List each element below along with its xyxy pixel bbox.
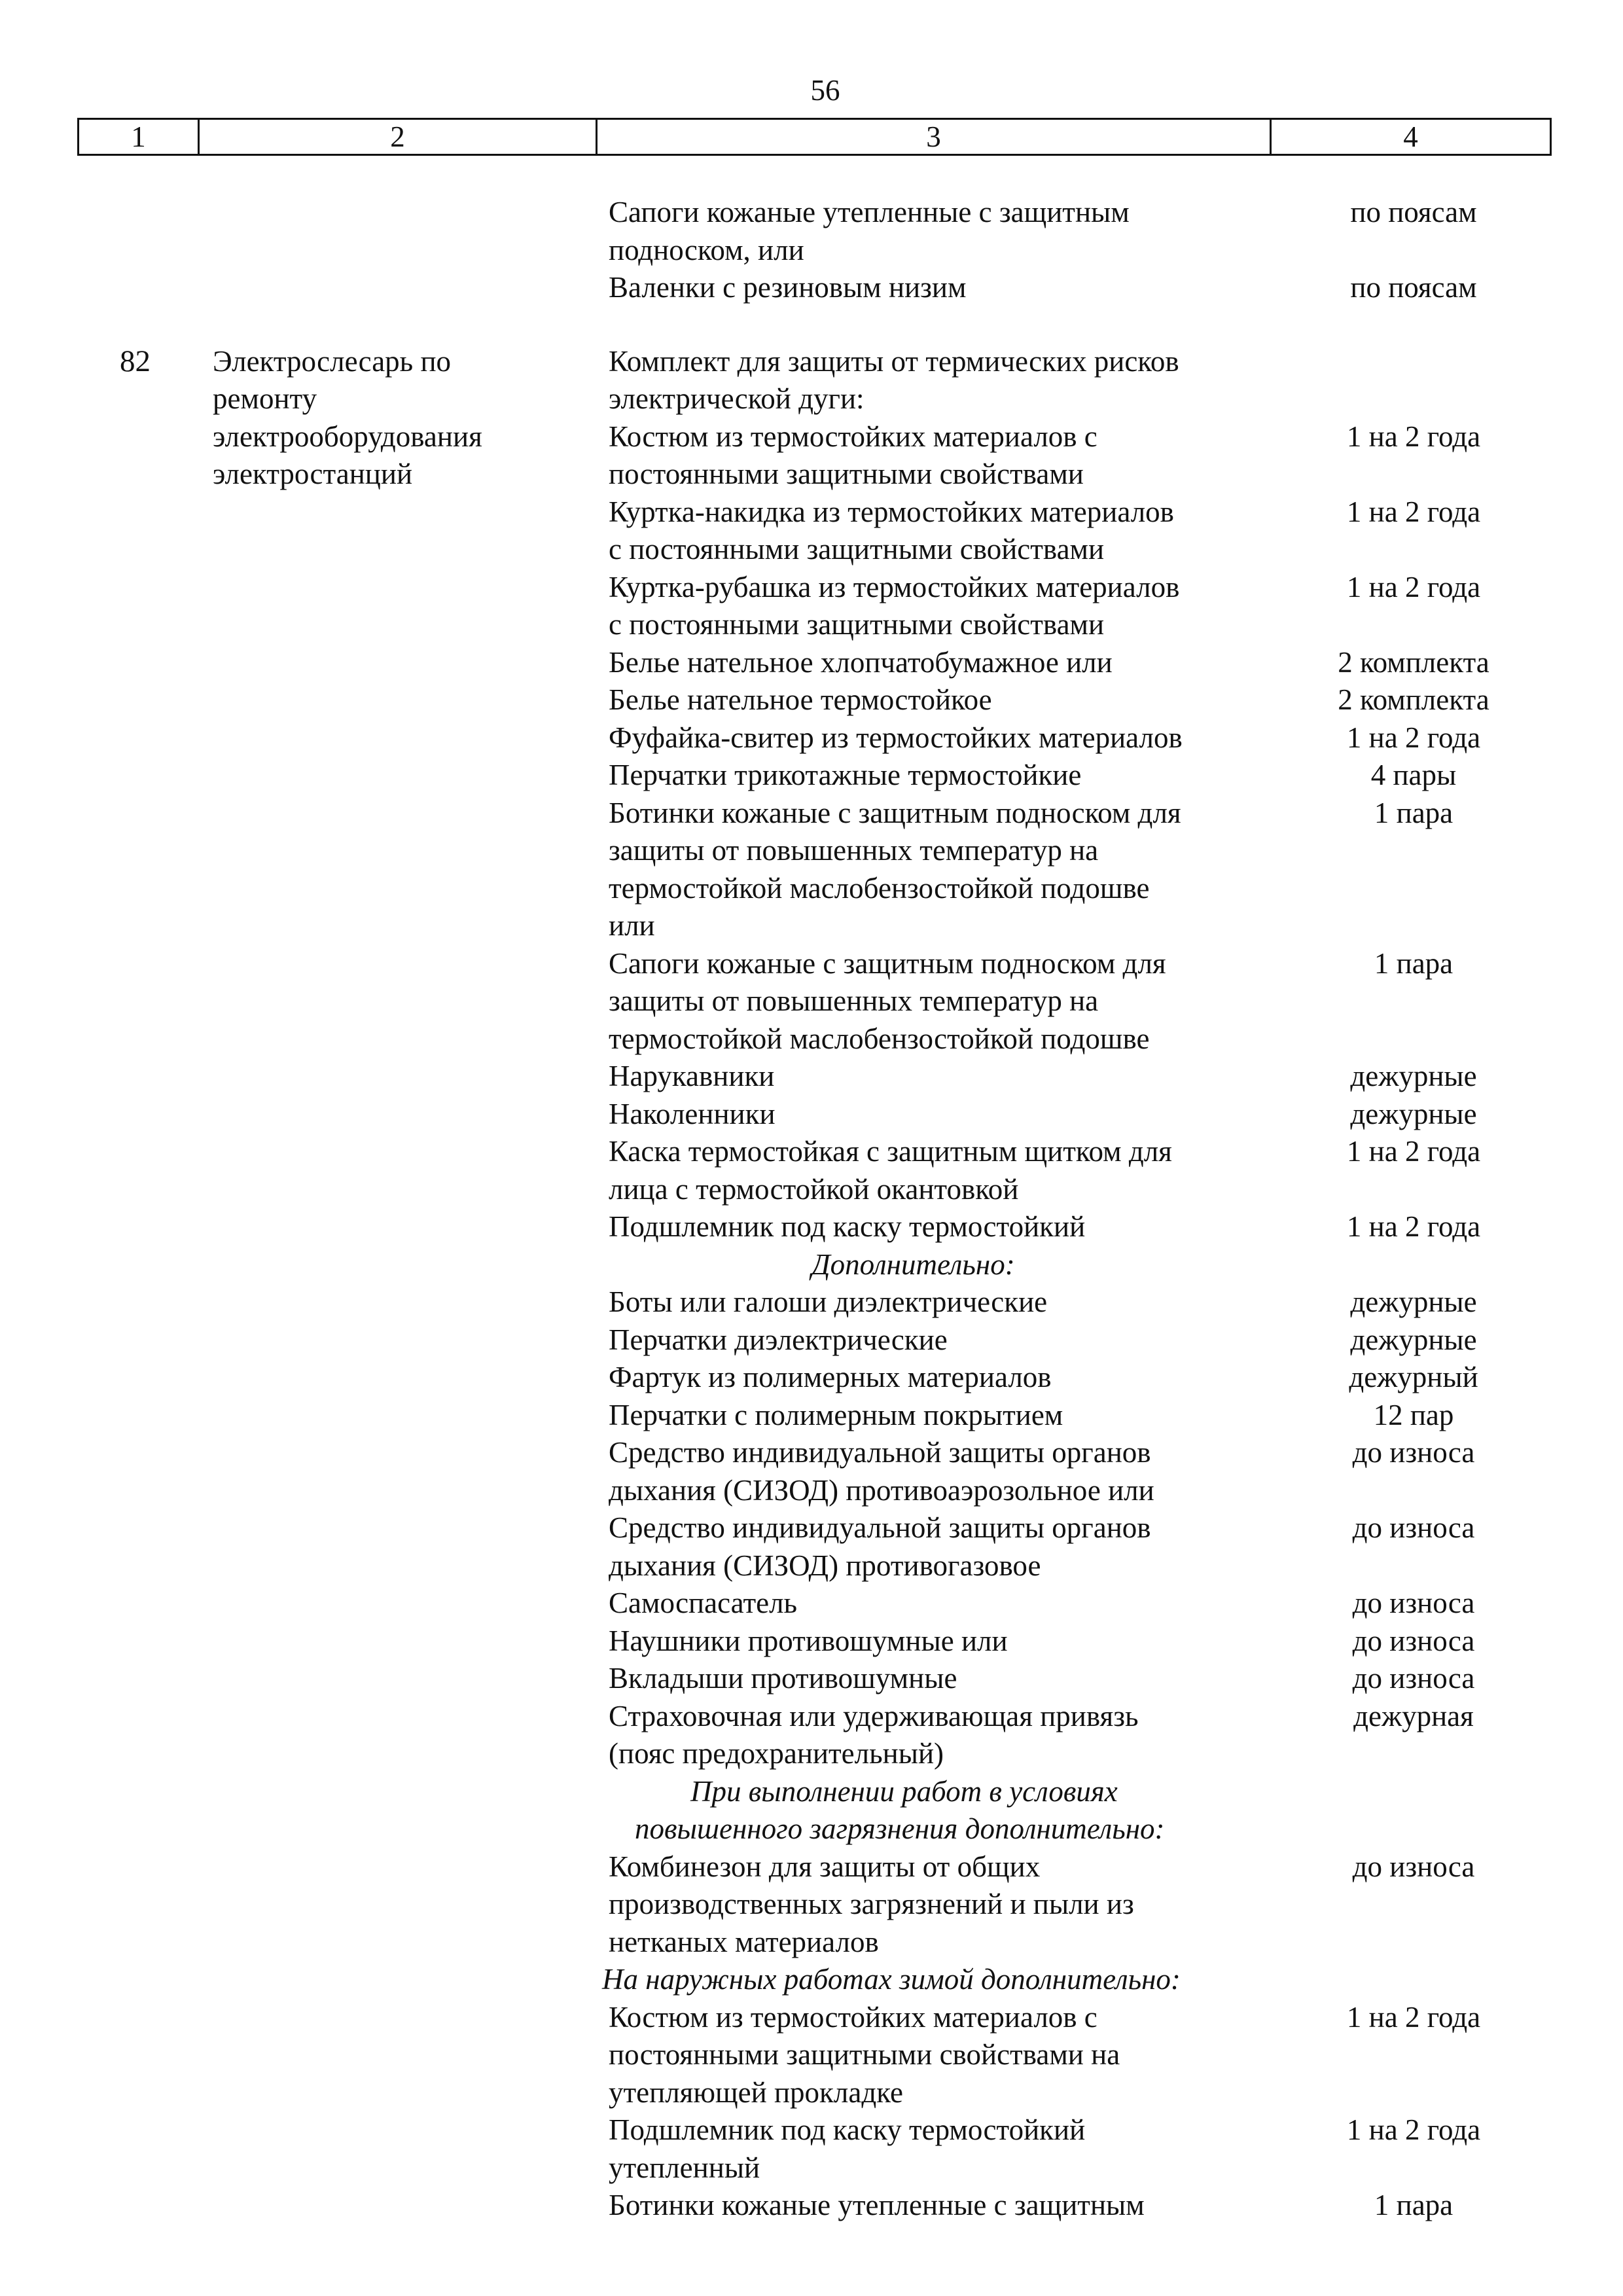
issue-norm: дежурная [1353, 1699, 1474, 1732]
item-line [0, 832, 1623, 870]
item-line [0, 945, 1623, 983]
item-name: постоянными защитными свойствами на [609, 2038, 1120, 2071]
section-title [0, 1773, 1623, 1811]
item-name: лица с термостойкой окантовкой [609, 1172, 1019, 1206]
table-body [0, 194, 1623, 2225]
issue-norm: до износа [1352, 1587, 1475, 1619]
item-name: Куртка-накидка из термостойких материалов [609, 495, 1174, 528]
item-name: защиты от повышенных температур на [609, 984, 1099, 1017]
item-name: Перчатки трикотажные термостойкие [609, 759, 1082, 791]
section-title [0, 1810, 1623, 1848]
item-line [0, 1058, 1623, 1096]
item-name: Каска термостойкая с защитным щитком для [609, 1135, 1172, 1168]
profession-line: электрооборудования [213, 420, 482, 453]
item-name: утепленный [609, 2151, 760, 2184]
profession-line: ремонту [213, 382, 317, 415]
intro-text: электрической дуги: [609, 382, 865, 415]
item-line [0, 1359, 1623, 1397]
issue-norm: до износа [1352, 1662, 1475, 1695]
table-header [77, 118, 1552, 156]
item-line [0, 1283, 1623, 1321]
item-name: нетканых материалов [609, 1925, 879, 1958]
issue-norm: по поясам [1350, 271, 1477, 304]
item-line [0, 719, 1623, 757]
section-title [0, 1246, 1623, 1284]
item-name: термостойкой маслобензостойкой подошве [609, 871, 1150, 905]
issue-norm: до износа [1352, 1850, 1475, 1883]
list-item [0, 2111, 1623, 2187]
item-line [0, 2149, 1623, 2187]
item-line [0, 681, 1623, 719]
list-item [0, 681, 1623, 719]
item-line [0, 2111, 1623, 2149]
item-name: термостойкой маслобензостойкой подошве [609, 1022, 1150, 1055]
section-title-text: повышенного загрязнения дополнительно: [635, 1812, 1165, 1845]
issue-norm: дежурные [1350, 1285, 1477, 1318]
item-name: Фуфайка-свитер из термостойких материалов [609, 721, 1183, 754]
list-item [0, 1058, 1623, 1096]
issue-norm: дежурные [1350, 1097, 1477, 1130]
item-line [0, 1208, 1623, 1246]
item-line [0, 795, 1623, 833]
entry-items [0, 343, 1623, 2225]
section-title [0, 1961, 1623, 1999]
list-item [0, 2187, 1623, 2225]
issue-norm: 12 пар [1373, 1398, 1454, 1431]
item-line [0, 1472, 1623, 1510]
list-item [0, 569, 1623, 644]
item-line [0, 1020, 1623, 1058]
item-name: Сапоги кожаные утепленные с защитным [609, 196, 1130, 228]
issue-norm: 2 комплекта [1338, 683, 1489, 716]
item-line [0, 1999, 1623, 2037]
item-line [0, 907, 1623, 945]
item-line [0, 232, 1623, 270]
issue-norm: дежурные [1350, 1323, 1477, 1356]
issue-norm: 1 пара [1374, 2189, 1454, 2221]
header-column-2: 2 [200, 120, 597, 154]
item-name: Страховочная или удерживающая привязь [609, 1699, 1139, 1732]
item-line [0, 1509, 1623, 1547]
list-item [0, 757, 1623, 795]
item-line [0, 1735, 1623, 1773]
list-item [0, 719, 1623, 757]
list-item [0, 1397, 1623, 1435]
item-name: Нарукавники [609, 1060, 775, 1092]
list-item [0, 1509, 1623, 1585]
item-line [0, 1171, 1623, 1209]
list-item [0, 1585, 1623, 1623]
item-line [0, 1698, 1623, 1736]
item-name: Подшлемник под каску термостойкий [609, 1210, 1086, 1243]
list-item [0, 1321, 1623, 1359]
item-line [0, 2036, 1623, 2074]
item-name: Ботинки кожаные с защитным подноском для [609, 796, 1181, 829]
list-item [0, 1660, 1623, 1698]
item-name: Белье нательное термостойкое [609, 683, 992, 716]
item-name: Сапоги кожаные с защитным подноском для [609, 946, 1166, 980]
issue-norm: дежурный [1349, 1361, 1478, 1393]
item-line [0, 456, 1623, 493]
issue-norm: 1 на 2 года [1346, 570, 1481, 603]
item-name: с постоянными защитными свойствами [609, 608, 1105, 641]
section-title-text: При выполнении работ в условиях [690, 1774, 1118, 1808]
item-name: с постоянными защитными свойствами [609, 533, 1105, 565]
issue-norm: до износа [1352, 1624, 1475, 1657]
intro-line [0, 380, 1623, 418]
item-name: Самоспасатель [609, 1587, 798, 1619]
item-line [0, 1434, 1623, 1472]
item-line [0, 644, 1623, 682]
item-name: Наушники противошумные или [609, 1624, 1008, 1657]
list-item [0, 1999, 1623, 2112]
item-name: Костюм из термостойких материалов с [609, 2000, 1097, 2034]
item-line [0, 870, 1623, 908]
page-number: 56 [810, 74, 840, 107]
list-item [0, 493, 1623, 569]
section-title-text: На наружных работах зимой дополнительно: [602, 1963, 1181, 1996]
issue-norm: 4 пары [1370, 759, 1457, 791]
list-item [0, 1359, 1623, 1397]
entry-row [0, 343, 1623, 2225]
issue-norm: 1 на 2 года [1346, 1210, 1481, 1243]
item-name: Ботинки кожаные утепленные с защитным [609, 2189, 1145, 2221]
profession-line: электростанций [213, 457, 413, 490]
list-item [0, 1848, 1623, 1962]
item-name: дыхания (СИЗОД) противогазовое [609, 1549, 1041, 1582]
issue-norm: 1 на 2 года [1346, 495, 1481, 528]
item-line [0, 757, 1623, 795]
issue-norm: 2 комплекта [1338, 645, 1489, 679]
item-name: Костюм из термостойких материалов с [609, 420, 1097, 453]
item-line [0, 269, 1623, 307]
list-item [0, 1283, 1623, 1321]
item-name: (пояс предохранительный) [609, 1737, 944, 1770]
list-item [0, 269, 1623, 307]
list-item [0, 1623, 1623, 1660]
item-name: Наколенники [609, 1097, 776, 1130]
issue-norm: дежурные [1350, 1060, 1477, 1092]
issue-norm: 1 пара [1374, 796, 1454, 829]
list-item [0, 795, 1623, 945]
issue-norm: по поясам [1350, 196, 1477, 228]
intro-line [0, 343, 1623, 381]
issue-norm: 1 на 2 года [1346, 420, 1481, 453]
profession-line: Электрослесарь по [213, 344, 452, 378]
list-item [0, 418, 1623, 493]
item-line [0, 1547, 1623, 1585]
issue-norm: до износа [1352, 1511, 1475, 1544]
item-name: дыхания (СИЗОД) противоаэрозольное или [609, 1473, 1154, 1507]
item-line [0, 418, 1623, 456]
item-line [0, 1133, 1623, 1171]
item-name: Валенки с резиновым низим [609, 271, 967, 304]
item-line [0, 1096, 1623, 1134]
item-line [0, 531, 1623, 569]
item-name: Белье нательное хлопчатобумажное или [609, 645, 1113, 679]
item-name: защиты от повышенных температур на [609, 834, 1099, 867]
list-item [0, 1133, 1623, 1208]
item-line [0, 1397, 1623, 1435]
item-name: Фартук из полимерных материалов [609, 1361, 1052, 1393]
item-line [0, 1623, 1623, 1660]
item-name: Боты или галоши диэлектрические [609, 1285, 1048, 1318]
item-name: утепляющей прокладке [609, 2075, 903, 2109]
header-column-3: 3 [597, 120, 1272, 154]
item-name: постоянными защитными свойствами [609, 457, 1084, 490]
entry-number: 82 [120, 344, 151, 378]
list-item [0, 1698, 1623, 1773]
item-line [0, 569, 1623, 607]
item-line [0, 493, 1623, 531]
intro-text: Комплект для защиты от термических рисков [609, 344, 1179, 378]
issue-norm: 1 на 2 года [1346, 1135, 1481, 1168]
list-item [0, 945, 1623, 1058]
item-name: Средство индивидуальной защиты органов [609, 1511, 1151, 1544]
header-column-4: 4 [1403, 120, 1418, 153]
item-line [0, 1924, 1623, 1962]
list-item [0, 1096, 1623, 1134]
item-name: Вкладыши противошумные [609, 1662, 957, 1695]
item-name: или [609, 909, 655, 942]
section-title-text: Дополнительно: [812, 1247, 1015, 1281]
issue-norm: 1 пара [1374, 946, 1454, 980]
item-line [0, 1886, 1623, 1924]
item-name: производственных загрязнений и пыли из [609, 1888, 1134, 1920]
issue-norm: 1 на 2 года [1346, 2000, 1481, 2034]
issue-norm: до износа [1352, 1436, 1475, 1469]
item-name: Комбинезон для защиты от общих [609, 1850, 1041, 1883]
row-gap [0, 307, 1623, 343]
item-line [0, 1585, 1623, 1623]
item-name: Средство индивидуальной защиты органов [609, 1436, 1151, 1469]
item-name: Перчатки диэлектрические [609, 1323, 948, 1356]
item-name: Куртка-рубашка из термостойких материалов [609, 570, 1180, 603]
item-name: подноском, или [609, 233, 804, 266]
item-line [0, 1660, 1623, 1698]
item-line [0, 606, 1623, 644]
item-line [0, 1848, 1623, 1886]
item-line [0, 194, 1623, 232]
list-item [0, 644, 1623, 682]
item-name: Подшлемник под каску термостойкий [609, 2113, 1086, 2146]
item-name: Перчатки с полимерным покрытием [609, 1398, 1063, 1431]
item-line [0, 1321, 1623, 1359]
issue-norm: 1 на 2 года [1346, 721, 1481, 754]
header-column-1: 1 [79, 120, 200, 154]
item-line [0, 2187, 1623, 2225]
item-line [0, 2074, 1623, 2112]
list-item [0, 194, 1623, 269]
issue-norm: 1 на 2 года [1346, 2113, 1481, 2146]
continuation-items [0, 194, 1623, 307]
list-item [0, 1208, 1623, 1246]
item-line [0, 982, 1623, 1020]
list-item [0, 1434, 1623, 1509]
